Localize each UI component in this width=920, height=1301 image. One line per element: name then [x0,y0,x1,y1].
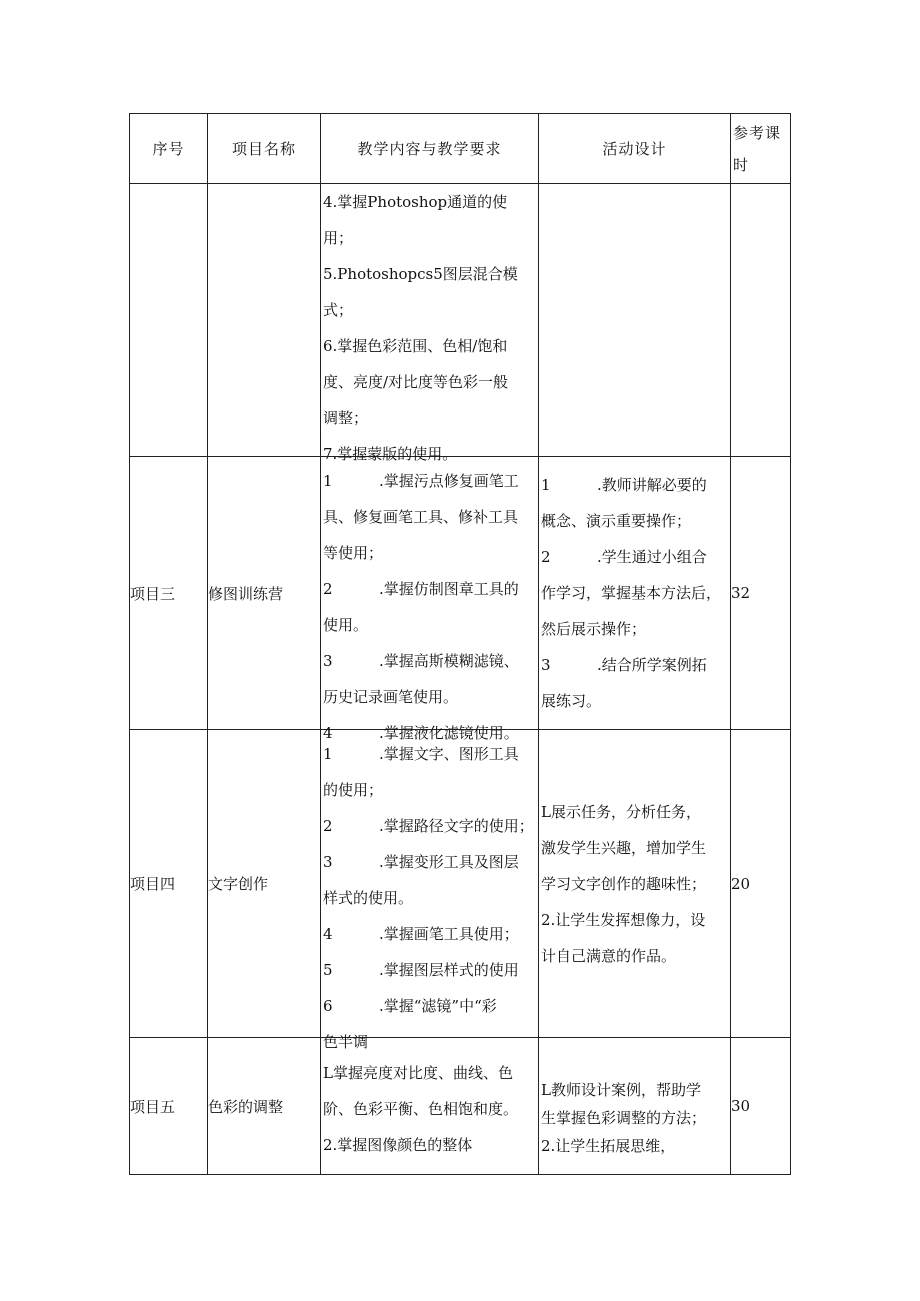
content-line: .掌握变形工具及图层 [379,853,519,871]
header-name: 项目名称 [208,114,321,184]
cell-activity [539,1038,731,1175]
content-line: .掌握路径文字的使用； [379,817,534,835]
cell-content: 1 .掌握文字、图形工具 的使用； 2 .掌握路径文字的使用； 3 .掌握变形工具及图层 样式的使用。 4 .掌握画笔工具使用； 5 .掌握图层样式的使用 6 .掌握“滤镜”中“彩 色半调 [321,730,539,1038]
content-line: 等使用； [323,544,384,562]
cell-content: 1 .掌握污点修复画笔工 具、修复画笔工具、修补工具 等使用； 2 .掌握仿制图章工具的 使用。 3 .掌握高斯模糊滤镜、 历史记录画笔使用。 4 .掌握液化滤镜使用。 [321,457,539,730]
table-row [130,730,791,1038]
activity-line: .结合所学案例拓 [597,656,707,674]
content-line: 6.掌握色彩范围、色相/饱和 [323,337,508,355]
activity-line: 2.让学生发挥想像力，设 [541,910,706,929]
cell-hours [731,184,791,457]
content-line: L掌握亮度对比度、曲线、色 [323,1064,513,1082]
cell-seq: 项目四 [130,730,208,1038]
content-line: .掌握仿制图章工具的 [379,580,519,598]
header-seq: 序号 [130,114,208,184]
content-line: 式； [323,301,354,319]
cell-name: 色彩的调整 [208,1038,321,1175]
cell-activity: 1 .教师讲解必要的 概念、演示重要操作； 2 .学生通过小组合 作学习，掌握基本方法后， 然后展示操作； 3 .结合所学案例拓 展练习。 [539,457,731,730]
cell-seq: 项目三 [130,457,208,730]
content-line: .掌握图层样式的使用 [379,961,519,979]
cell-hours: 20 [731,730,791,1038]
content-line: 的使用； [323,781,384,799]
content-line: 4.掌握Photoshop通道的使 [323,193,508,211]
content-line: 使用。 [323,616,369,634]
header-hours: 参考课时 [731,114,791,184]
activity-line: 展练习。 [541,692,602,710]
content-line: 度、亮度/对比度等色彩一般 [323,373,509,391]
content-line: .掌握文字、图形工具 [379,745,519,763]
activity-line: 生掌握色彩调整的方法； [541,1109,707,1127]
activity-line: .教师讲解必要的 [597,476,707,494]
table-row [130,184,791,457]
table-row [130,457,791,730]
activity-line: L展示任务，分析任务， [541,802,701,821]
content-line: 7.掌握蒙版的使用。 [323,445,458,463]
activity-line: .学生通过小组合 [597,548,707,566]
header-activity: 活动设计 [539,114,731,184]
content-line: .掌握画笔工具使用； [379,925,519,943]
content-line: 具、修复画笔工具、修补工具 [323,508,519,526]
activity-line: L教师设计案例，帮助学 [541,1081,701,1099]
header-row [130,114,791,184]
table-row [130,1038,791,1175]
cell-name [208,184,321,457]
cell-content [321,184,539,463]
content-line: .掌握“滤镜”中“彩 [379,997,497,1015]
course-table [129,113,791,1175]
content-line: 历史记录画笔使用。 [323,688,459,706]
cell-content [321,1038,539,1175]
activity-line: 概念、演示重要操作； [541,512,692,530]
activity-line: 2.让学生拓展思维， [541,1137,676,1155]
content-line: 色半调 [323,1033,369,1051]
content-line: 阶、色彩平衡、色相饱和度。 [323,1100,519,1118]
cell-activity [539,184,731,457]
content-line: 2.掌握图像颜色的整体 [323,1136,473,1154]
content-line: 样式的使用。 [323,889,414,907]
cell-activity [539,730,731,1038]
cell-seq: 项目五 [130,1038,208,1175]
header-content: 教学内容与教学要求 [321,114,539,184]
cell-name: 修图训练营 [208,457,321,730]
activity-line: 然后展示操作； [541,620,647,638]
cell-hours: 30 [731,1038,791,1175]
content-line: 调整； [323,409,369,427]
cell-seq [130,184,208,457]
content-line: .掌握污点修复画笔工 [379,472,519,490]
activity-line: 计自己满意的作品。 [541,946,677,965]
content-line: 5.Photoshopcs5图层混合模 [323,265,518,283]
content-line: .掌握高斯模糊滤镜、 [379,652,519,670]
activity-line: 学习文字创作的趣味性； [541,874,707,893]
activity-line: 作学习，掌握基本方法后， [541,584,722,602]
content-line: .掌握液化滤镜使用。 [379,724,519,742]
content-line: 用； [323,229,354,247]
cell-name: 文字创作 [208,730,321,1038]
cell-hours: 32 [731,457,791,730]
activity-line: 激发学生兴趣，增加学生 [541,838,707,857]
